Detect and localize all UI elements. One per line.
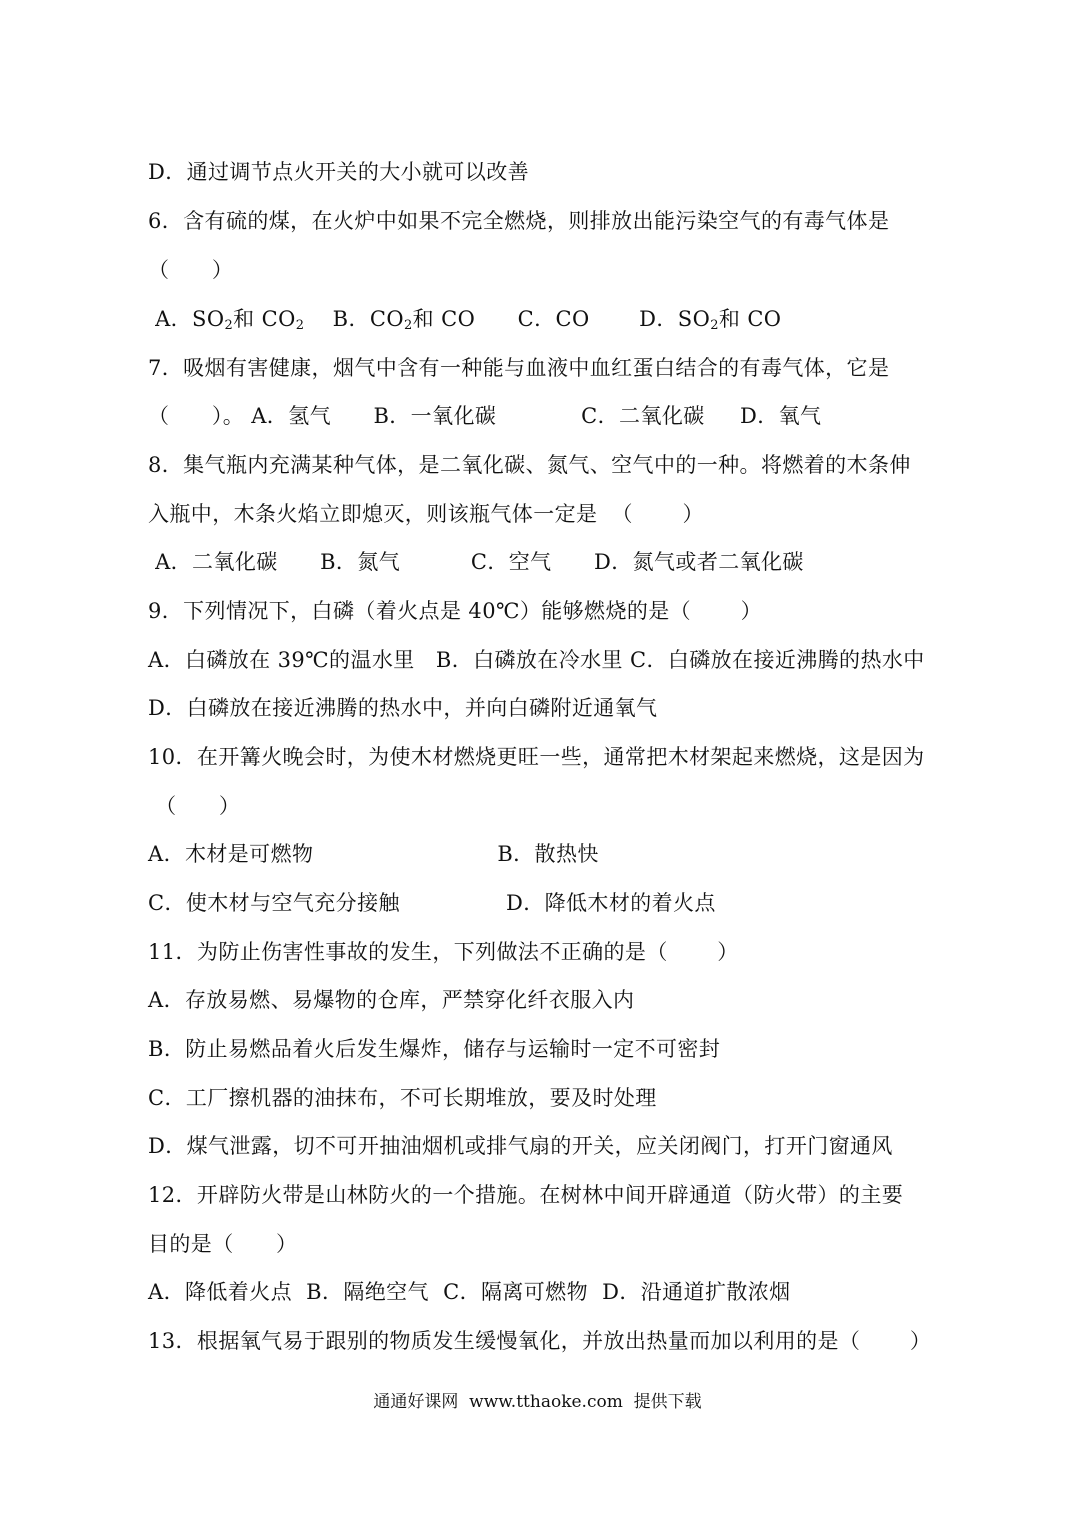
q9-stem: 9．下列情况下，白磷（着火点是 40℃）能够燃烧的是（ ）: [148, 599, 762, 623]
q10-options-ab: A．木材是可燃物 B．散热快: [148, 842, 599, 866]
q8-stem-line2: 入瓶中，木条火焰立即熄灭，则该瓶气体一定是 （ ）: [148, 502, 704, 526]
q12-stem-line2: 目的是（ ）: [148, 1232, 298, 1256]
q7-stem-line2: （ ）。 A．氢气 B．一氧化碳 C．二氧化碳 D．氧气: [148, 404, 822, 428]
q6-options: A．$SO_2$和 $CO_2$ B．$CO_2$和 CO C．CO D．$SO_2$和 CO: [148, 307, 782, 333]
q12-options: A．降低着火点 B．隔绝空气 C．隔离可燃物 D．沿通道扩散浓烟: [148, 1280, 791, 1304]
q5-option-d: D．通过调节点火开关的大小就可以改善: [148, 160, 530, 184]
q11-option-a: A．存放易燃、易爆物的仓库，严禁穿化纤衣服入内: [148, 988, 635, 1012]
q10-options-cd: C．使木材与空气充分接触 D．降低木材的着火点: [148, 891, 716, 915]
q8-options: A．二氧化碳 B．氮气 C．空气 D．氮气或者二氧化碳: [148, 550, 804, 574]
page-footer: 通通好课网 www.tthaoke.com 提供下载: [373, 1392, 702, 1412]
q10-stem-line2: （ ）: [148, 794, 241, 818]
q6-stem-line2: （ ）: [148, 258, 234, 282]
q11-option-b: B．防止易燃品着火后发生爆炸，储存与运输时一定不可密封: [148, 1037, 721, 1061]
q10-stem-line1: 10．在开篝火晚会时，为使木材燃烧更旺一些，通常把木材架起来燃烧，这是因为: [148, 745, 925, 769]
q12-stem-line1: 12．开辟防火带是山林防火的一个措施。在树林中间开辟通道（防火带）的主要: [148, 1183, 904, 1207]
q13-stem: 13．根据氧气易于跟别的物质发生缓慢氧化，并放出热量而加以利用的是（ ）: [148, 1329, 932, 1353]
q8-stem-line1: 8．集气瓶内充满某种气体，是二氧化碳、氮气、空气中的一种。将燃着的木条伸: [148, 453, 911, 477]
q11-option-c: C．工厂擦机器的油抹布，不可长期堆放，要及时处理: [148, 1086, 657, 1110]
q9-options-abc: A．白磷放在 39℃的温水里 B．白磷放在冷水里 C．白磷放在接近沸腾的热水中: [148, 648, 925, 672]
q6-stem-line1: 6．含有硫的煤，在火炉中如果不完全燃烧，则排放出能污染空气的有毒气体是: [148, 209, 890, 233]
q7-stem-line1: 7．吸烟有害健康，烟气中含有一种能与血液中血红蛋白结合的有毒气体，它是: [148, 356, 890, 380]
q9-option-d: D．白磷放在接近沸腾的热水中，并向白磷附近通氧气: [148, 696, 658, 720]
q11-stem: 11．为防止伤害性事故的发生，下列做法不正确的是（ ）: [148, 940, 739, 964]
q11-option-d: D．煤气泄露，切不可开抽油烟机或排气扇的开关，应关闭阀门，打开门窗通风: [148, 1134, 893, 1158]
